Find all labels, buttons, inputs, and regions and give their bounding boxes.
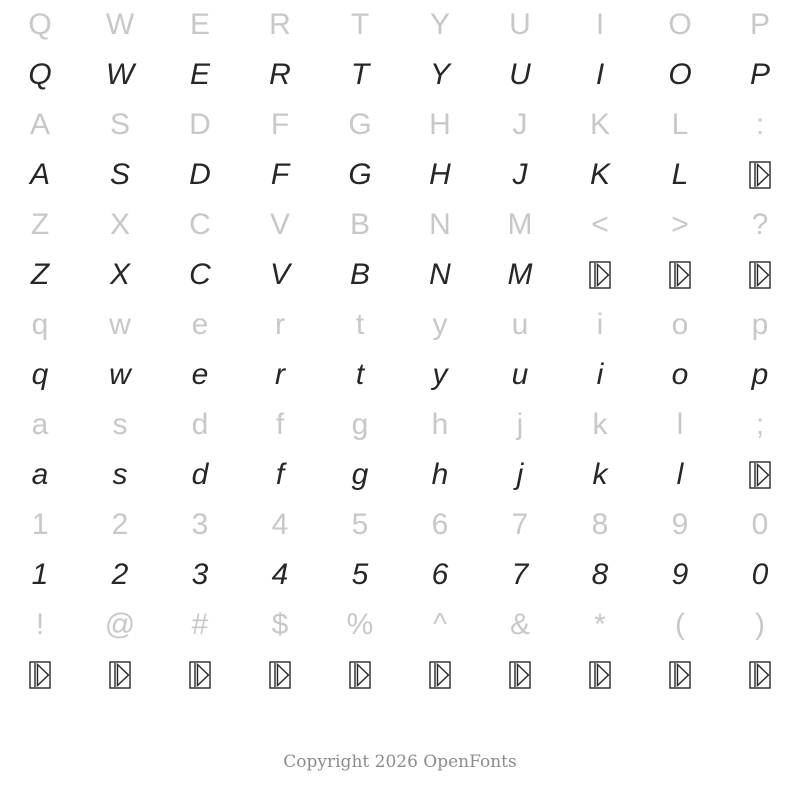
- glyph-sample: t: [355, 358, 365, 391]
- keycap-label: J: [512, 108, 528, 141]
- glyph-sample: u: [511, 358, 529, 391]
- keycap-label: X: [109, 208, 130, 241]
- keycap-row: [0, 0, 800, 50]
- keycap-label: C: [189, 208, 211, 241]
- glyph-sample: P: [749, 58, 770, 91]
- glyph-sample: e: [191, 358, 209, 391]
- copyright-notice: Copyright 2026 OpenFonts: [283, 752, 517, 772]
- glyph-sample: R: [269, 58, 291, 91]
- glyph-sample: 7: [511, 558, 529, 591]
- glyph-sample: h: [431, 458, 449, 491]
- notdef-glyph-icon: [640, 250, 720, 300]
- notdef-glyph-icon: [480, 650, 560, 700]
- glyph-sample: J: [512, 158, 528, 191]
- glyph-sample: s: [112, 458, 128, 491]
- keycap-label: e: [191, 308, 209, 341]
- keycap-label: M: [507, 208, 533, 241]
- glyph-sample: G: [348, 158, 372, 191]
- keycap-row: [0, 400, 800, 450]
- glyph-sample: f: [275, 458, 285, 491]
- keycap-label: 3: [191, 508, 209, 541]
- keycap-label: G: [348, 108, 372, 141]
- keycap-label: ): [755, 608, 765, 641]
- glyph-row: [0, 250, 800, 300]
- glyph-sample: Y: [429, 58, 450, 91]
- keycap-label: 0: [751, 508, 769, 541]
- keycap-label: t: [355, 308, 365, 341]
- glyph-sample: I: [595, 58, 605, 91]
- keycap-label: P: [749, 8, 770, 41]
- keycap-label: g: [351, 408, 369, 441]
- glyph-sample: Q: [28, 58, 52, 91]
- keycap-label: D: [189, 108, 211, 141]
- glyph-sample: B: [349, 258, 370, 291]
- keycap-label: d: [191, 408, 209, 441]
- keycap-row: [0, 600, 800, 650]
- keycap-label: &: [509, 608, 530, 641]
- keycap-label: !: [35, 608, 45, 641]
- keycap-label: I: [595, 8, 605, 41]
- keycap-label: o: [671, 308, 689, 341]
- glyph-sample: X: [109, 258, 130, 291]
- glyph-sample: C: [189, 258, 211, 291]
- notdef-glyph-icon: [720, 650, 800, 700]
- keycap-label: u: [511, 308, 529, 341]
- keycap-label: W: [105, 8, 135, 41]
- keycap-label: h: [431, 408, 449, 441]
- glyph-sample: Z: [30, 258, 50, 291]
- glyph-sample: H: [429, 158, 451, 191]
- keycap-label: *: [594, 608, 606, 641]
- keycap-label: U: [509, 8, 531, 41]
- glyph-row: [0, 550, 800, 600]
- glyph-sample: l: [676, 458, 684, 491]
- keycap-label: #: [191, 608, 209, 641]
- notdef-glyph-icon: [720, 150, 800, 200]
- glyph-sample: g: [351, 458, 369, 491]
- keycap-row: [0, 200, 800, 250]
- glyph-sample: 8: [591, 558, 609, 591]
- glyph-sample: j: [516, 458, 524, 491]
- glyph-sample: 3: [191, 558, 209, 591]
- keycap-label: w: [109, 308, 131, 341]
- glyph-sample: T: [350, 58, 370, 91]
- glyph-sample: W: [105, 58, 135, 91]
- glyph-sample: 2: [111, 558, 129, 591]
- keycap-label: Z: [30, 208, 50, 241]
- keycap-label: j: [516, 408, 524, 441]
- glyph-sample: D: [189, 158, 211, 191]
- notdef-glyph-icon: [720, 450, 800, 500]
- keycap-label: 7: [511, 508, 529, 541]
- keycap-label: r: [275, 308, 285, 341]
- keycap-label: a: [31, 408, 49, 441]
- keycap-label: :: [755, 108, 765, 141]
- keycap-label: Y: [429, 8, 450, 41]
- keycap-label: K: [589, 108, 610, 141]
- keycap-label: E: [189, 8, 210, 41]
- keycap-label: ^: [432, 608, 448, 641]
- glyph-row: [0, 50, 800, 100]
- glyph-sample: w: [109, 358, 131, 391]
- notdef-glyph-icon: [400, 650, 480, 700]
- glyph-sample: o: [671, 358, 689, 391]
- keycap-label: R: [269, 8, 291, 41]
- keycap-label: ;: [755, 408, 765, 441]
- glyph-sample: y: [432, 358, 448, 391]
- keycap-label: ?: [751, 208, 769, 241]
- keycap-label: p: [751, 308, 769, 341]
- keycap-label: q: [31, 308, 49, 341]
- glyph-sample: 1: [31, 558, 49, 591]
- keycap-label: L: [671, 108, 689, 141]
- glyph-row: [0, 450, 800, 500]
- glyph-row: [0, 350, 800, 400]
- notdef-glyph-icon: [560, 650, 640, 700]
- keycap-label: 1: [31, 508, 49, 541]
- notdef-glyph-icon: [560, 250, 640, 300]
- glyph-sample: E: [189, 58, 210, 91]
- keycap-label: O: [668, 8, 692, 41]
- glyph-sample: 4: [271, 558, 289, 591]
- glyph-sample: L: [671, 158, 689, 191]
- keycap-label: 8: [591, 508, 609, 541]
- notdef-glyph-icon: [640, 650, 720, 700]
- keycap-label: (: [675, 608, 685, 641]
- keycap-label: S: [109, 108, 130, 141]
- keycap-label: k: [592, 408, 608, 441]
- keycap-label: Q: [28, 8, 52, 41]
- glyph-sample: O: [668, 58, 692, 91]
- keycap-label: V: [269, 208, 290, 241]
- glyph-sample: 0: [751, 558, 769, 591]
- glyph-row: [0, 650, 800, 700]
- glyph-sample: k: [592, 458, 608, 491]
- keycap-label: H: [429, 108, 451, 141]
- notdef-glyph-icon: [240, 650, 320, 700]
- keycap-row: [0, 100, 800, 150]
- keycap-label: N: [429, 208, 451, 241]
- glyph-sample: K: [589, 158, 610, 191]
- glyph-sample: V: [269, 258, 290, 291]
- keycap-label: >: [671, 208, 689, 241]
- keycap-label: %: [346, 608, 374, 641]
- keycap-row: [0, 300, 800, 350]
- glyph-sample: 9: [671, 558, 689, 591]
- glyph-sample: M: [507, 258, 533, 291]
- glyph-sample: A: [29, 158, 50, 191]
- keycap-label: F: [270, 108, 290, 141]
- keycap-label: 2: [111, 508, 129, 541]
- keycap-label: A: [29, 108, 50, 141]
- glyph-sample: 6: [431, 558, 449, 591]
- keycap-label: 6: [431, 508, 449, 541]
- keycap-label: $: [271, 608, 289, 641]
- keycap-label: T: [350, 8, 370, 41]
- keycap-label: 5: [351, 508, 369, 541]
- notdef-glyph-icon: [160, 650, 240, 700]
- glyph-sample: i: [596, 358, 604, 391]
- keycap-label: 9: [671, 508, 689, 541]
- glyph-sample: d: [191, 458, 209, 491]
- glyph-sample: U: [509, 58, 531, 91]
- keycap-label: 4: [271, 508, 289, 541]
- keycap-label: i: [596, 308, 604, 341]
- glyph-sample: N: [429, 258, 451, 291]
- keycap-label: s: [112, 408, 128, 441]
- keycap-row: [0, 500, 800, 550]
- notdef-glyph-icon: [0, 650, 80, 700]
- glyph-sample: a: [31, 458, 49, 491]
- glyph-sample: r: [275, 358, 285, 391]
- glyph-sample: S: [109, 158, 130, 191]
- glyph-row: [0, 150, 800, 200]
- keycap-label: <: [591, 208, 609, 241]
- notdef-glyph-icon: [320, 650, 400, 700]
- keycap-label: y: [432, 308, 448, 341]
- glyph-sample: q: [31, 358, 49, 391]
- notdef-glyph-icon: [80, 650, 160, 700]
- glyph-sample: 5: [351, 558, 369, 591]
- glyph-sample: p: [751, 358, 769, 391]
- keycap-label: l: [676, 408, 684, 441]
- keycap-label: f: [275, 408, 285, 441]
- glyph-sample: F: [270, 158, 290, 191]
- keycap-label: B: [349, 208, 370, 241]
- notdef-glyph-icon: [720, 250, 800, 300]
- keycap-label: @: [104, 608, 136, 641]
